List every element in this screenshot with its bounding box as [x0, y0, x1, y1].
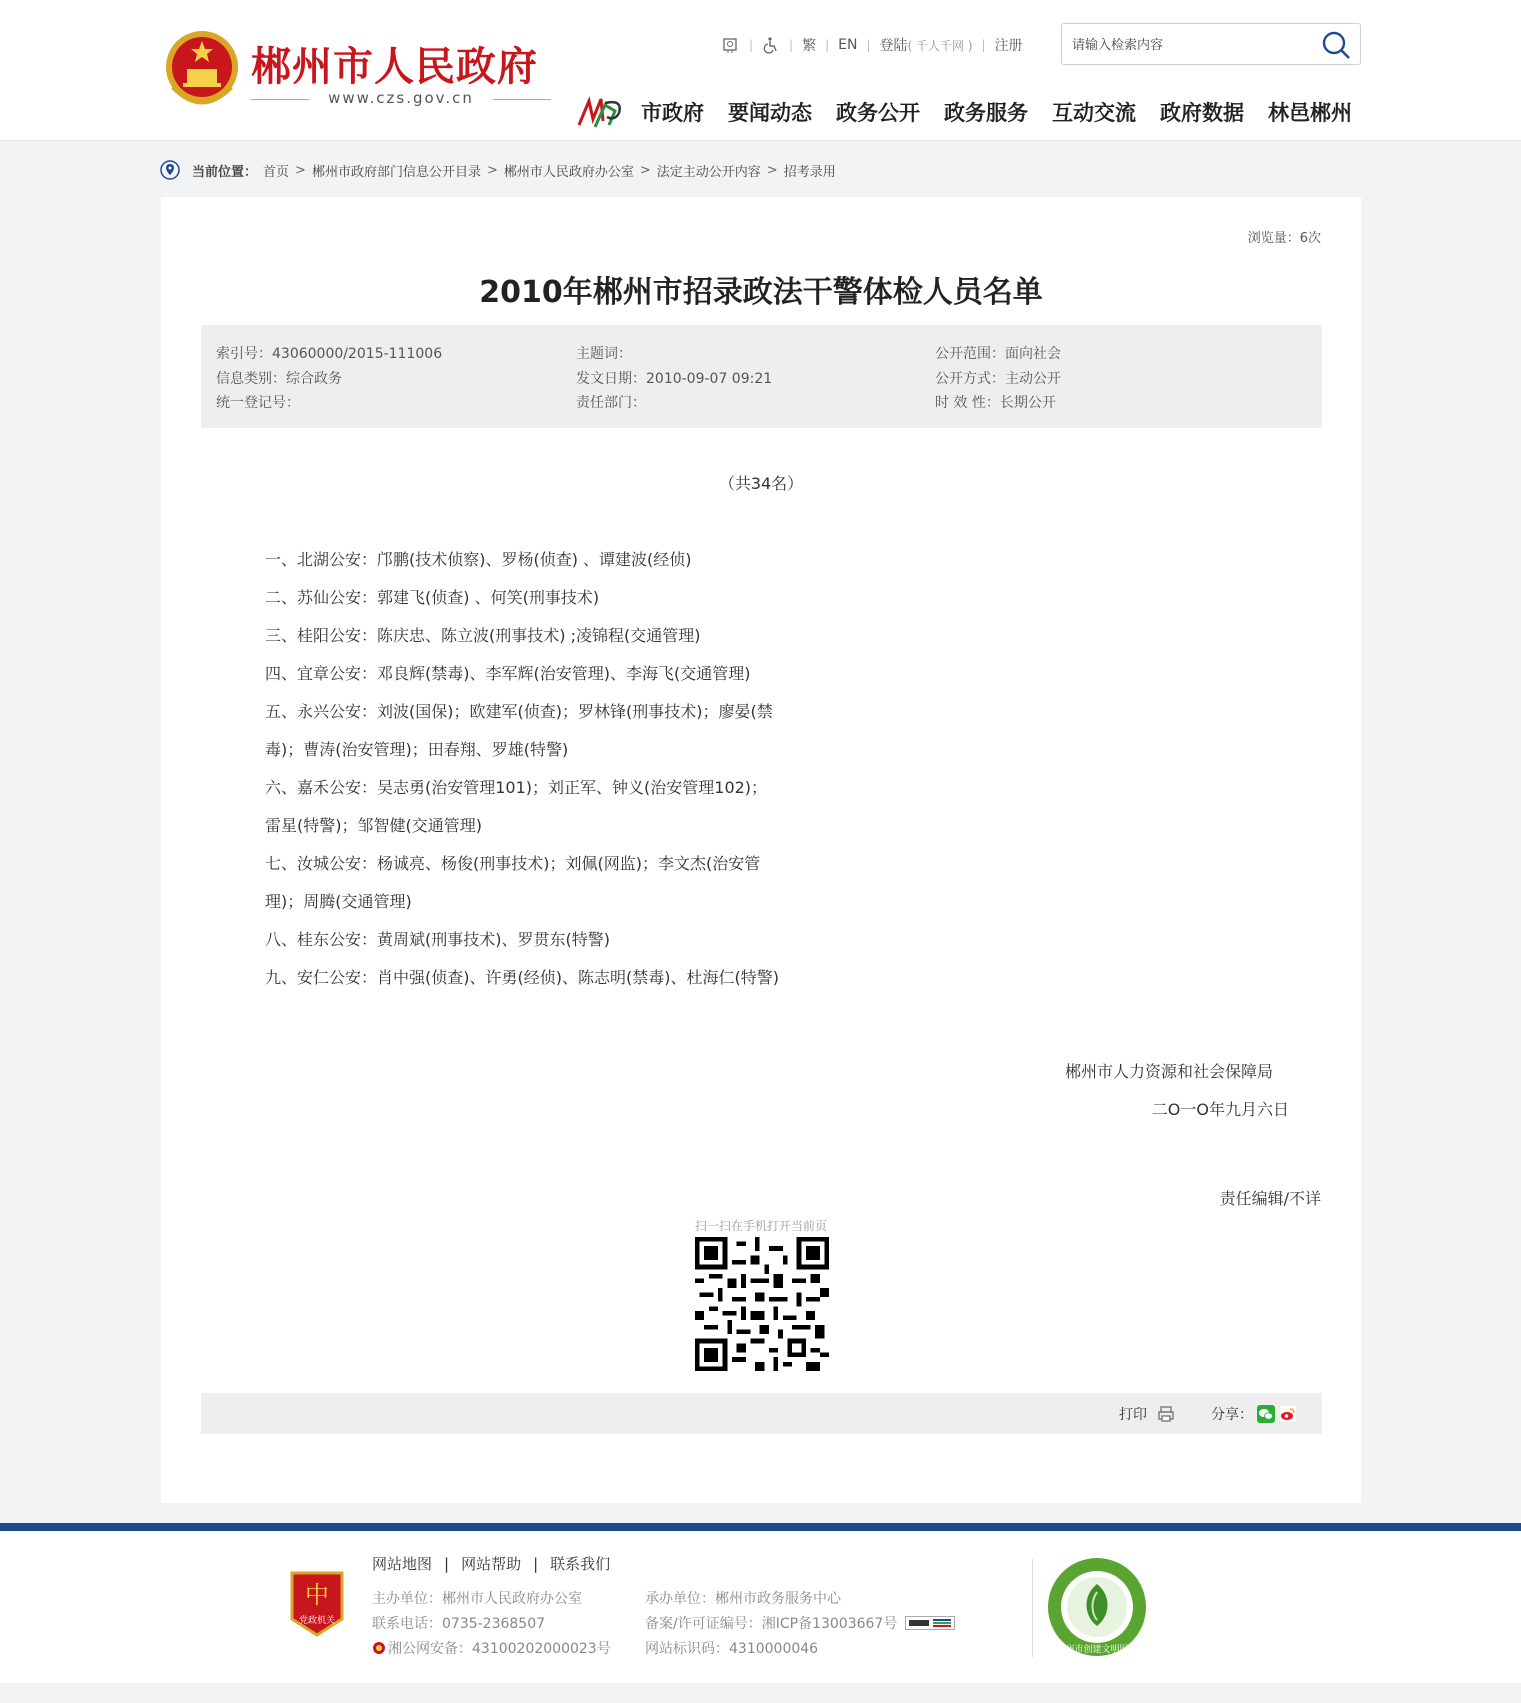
- meta-scope: 公开范围：面向社会: [935, 346, 1061, 362]
- login-note: ( 千人千网 ): [907, 38, 973, 53]
- location-pin-icon: [160, 160, 180, 180]
- footer-phone: 联系电话：0735-2368507: [372, 1616, 546, 1632]
- footer-link-sitemap[interactable]: 网站地图: [372, 1555, 433, 1573]
- share-label: 分享：: [1211, 1407, 1253, 1423]
- footer-link-contact[interactable]: 联系我们: [550, 1555, 611, 1573]
- article-paragraph: 七、汝城公安：杨诚亮、杨俊(刑事技术)；刘佩(网监)；李文杰(治安管: [265, 854, 761, 873]
- article-paragraph: 二、苏仙公安：郭建飞(侦查) 、何笑(刑事技术): [265, 588, 600, 607]
- article-paragraph: 四、宜章公安：邓良辉(禁毒)、李军辉(治安管理)、李海飞(交通管理): [265, 664, 751, 683]
- signer: 郴州市人力资源和社会保障局: [1064, 1062, 1273, 1081]
- site-url: www.czs.gov.cn: [251, 89, 551, 107]
- footer-top-bar: [0, 1523, 1521, 1531]
- breadcrumb-item[interactable]: 法定主动公开内容: [656, 164, 761, 180]
- meta-validity: 时 效 性：长期公开: [935, 395, 1056, 411]
- meta-reg-no: 统一登记号：: [216, 395, 300, 411]
- footer-links: [372, 1553, 610, 1574]
- print-label: 打印: [1119, 1407, 1147, 1423]
- meta-date: 发文日期：2010-09-07 09:21: [576, 371, 773, 387]
- traditional-link[interactable]: 繁: [802, 38, 817, 54]
- wheelchair-icon[interactable]: [762, 36, 780, 54]
- footer-site-id: 网站标识码：4310000046: [645, 1641, 819, 1657]
- party-gov-badge-icon[interactable]: [288, 1569, 346, 1637]
- separator: |: [533, 1554, 539, 1573]
- nav-item-services[interactable]: 政务服务: [944, 101, 1028, 125]
- article-paragraph: 六、嘉禾公安：吴志勇(治安管理101)；刘正军、钟义(治安管理102)；: [265, 778, 768, 797]
- print-button[interactable]: [1119, 1404, 1175, 1424]
- weibo-icon[interactable]: [1279, 1405, 1297, 1423]
- seal-text: 郴州市创建文明网站: [1056, 1645, 1138, 1655]
- wechat-icon[interactable]: [1257, 1405, 1275, 1423]
- icp-badge-icon: [905, 1616, 955, 1630]
- nav-item-city-gov[interactable]: 市政府: [641, 101, 704, 125]
- separator: |: [789, 38, 794, 52]
- english-link[interactable]: EN: [838, 37, 858, 53]
- main-nav: [575, 92, 1352, 132]
- breadcrumb-separator: >: [639, 162, 651, 178]
- nav-item-news[interactable]: 要闻动态: [728, 101, 812, 125]
- nav-item-gov-data[interactable]: 政府数据: [1160, 101, 1244, 125]
- site-logo[interactable]: [163, 25, 553, 115]
- site-name: 郴州市人民政府: [251, 43, 538, 90]
- printer-icon: [1157, 1405, 1175, 1423]
- breadcrumb-separator: >: [766, 162, 778, 178]
- login-link[interactable]: 登陆: [879, 38, 908, 54]
- share-bar: [1211, 1404, 1297, 1424]
- article-paragraph: 理)；周腾(交通管理): [265, 892, 412, 911]
- nav-item-interaction[interactable]: 互动交流: [1052, 101, 1136, 125]
- separator: |: [825, 38, 830, 52]
- article-paragraph: 毒)；曹涛(治安管理)；田春翔、罗雄(特警): [265, 740, 569, 759]
- meta-mode: 公开方式：主动公开: [935, 371, 1061, 387]
- footer-divider: [1032, 1559, 1033, 1657]
- article-title: 2010年郴州市招录政法干警体检人员名单: [479, 275, 1043, 310]
- police-badge-icon: [372, 1641, 386, 1655]
- breadcrumb-separator: >: [486, 162, 498, 178]
- separator: |: [749, 38, 754, 52]
- accessibility-view-icon[interactable]: [722, 36, 740, 54]
- separator: |: [981, 38, 986, 52]
- city-mark-icon: [575, 91, 627, 133]
- footer-link-help[interactable]: 网站帮助: [461, 1555, 522, 1573]
- breadcrumb-item[interactable]: 郴州市人民政府办公室: [503, 164, 634, 180]
- breadcrumb-lead: 当前位置：: [192, 164, 258, 180]
- article-paragraph: 雷星(特警)；邹智健(交通管理): [265, 816, 482, 835]
- nav-item-linyi-chenzhou[interactable]: 林邑郴州: [1268, 101, 1352, 125]
- view-count: 浏览量：6次: [1247, 231, 1321, 246]
- site-footer: [0, 1531, 1521, 1683]
- article-tools: [201, 1393, 1322, 1434]
- search-box: [1061, 23, 1361, 65]
- article-paragraph: 三、桂阳公安：陈庆忠、陈立波(刑事技术) ;凌锦程(交通管理): [265, 626, 701, 645]
- qr-code-icon: [695, 1237, 829, 1371]
- article-paragraph: 一、北湖公安：邝鹏(技术侦察)、罗杨(侦查) 、谭建波(经侦): [265, 550, 692, 569]
- footer-organizer: 承办单位：郴州市政务服务中心: [645, 1591, 841, 1607]
- badge-text: 党政机关: [298, 1616, 336, 1626]
- breadcrumb-item[interactable]: 招考录用: [783, 164, 836, 180]
- page-bottom-strip: [0, 1683, 1521, 1703]
- article-paragraph: 五、永兴公安：刘波(国保)；欧建军(侦查)；罗林锋(刑事技术)；廖晏(禁: [265, 702, 773, 721]
- footer-police-text: 湘公网安备：43100202000023号: [388, 1641, 611, 1657]
- qr-caption: 扫一扫在手机打开当前页: [694, 1219, 827, 1233]
- site-header: [0, 0, 1521, 141]
- civilized-website-seal-icon[interactable]: [1046, 1556, 1148, 1658]
- separator: |: [866, 38, 871, 52]
- footer-host: 主办单位：郴州市人民政府办公室: [372, 1591, 582, 1607]
- register-link[interactable]: 注册: [994, 38, 1023, 54]
- article-paragraph: 九、安仁公安：肖中强(侦查)、许勇(经侦)、陈志明(禁毒)、杜海仁(特警): [265, 968, 779, 987]
- meta-dept: 责任部门：: [576, 395, 646, 411]
- sign-date: 二O一O年九月六日: [1151, 1100, 1289, 1119]
- top-tools: [722, 34, 1023, 56]
- meta-category: 信息类别：综合政务: [216, 371, 342, 387]
- national-emblem-icon: [163, 27, 241, 111]
- article-card: [161, 197, 1361, 1503]
- breadcrumb-item[interactable]: 郴州市政府部门信息公开目录: [311, 164, 481, 180]
- meta-index-no: 索引号：43060000/2015-111006: [216, 346, 443, 362]
- svg-text:中: 中: [305, 1581, 329, 1609]
- meta-subject: 主题词：: [576, 346, 632, 362]
- search-input[interactable]: [1072, 34, 1302, 56]
- nav-item-gov-affairs[interactable]: 政务公开: [836, 101, 920, 125]
- footer-icp[interactable]: [645, 1613, 955, 1633]
- article-paragraph: 八、桂东公安：黄周斌(刑事技术)、罗贯东(特警): [265, 930, 610, 949]
- breadcrumb: [160, 159, 836, 181]
- article-meta: [201, 325, 1322, 428]
- article-count: （共34名）: [718, 474, 804, 493]
- separator: |: [444, 1554, 450, 1573]
- footer-police-record[interactable]: [372, 1638, 611, 1658]
- footer-icp-text: 备案/许可证编号：湘ICP备13003667号: [645, 1616, 898, 1632]
- breadcrumb-item[interactable]: 首页: [263, 164, 290, 180]
- breadcrumb-separator: >: [295, 162, 306, 178]
- responsible-editor: 责任编辑/不详: [1219, 1189, 1321, 1208]
- search-icon[interactable]: [1320, 29, 1352, 61]
